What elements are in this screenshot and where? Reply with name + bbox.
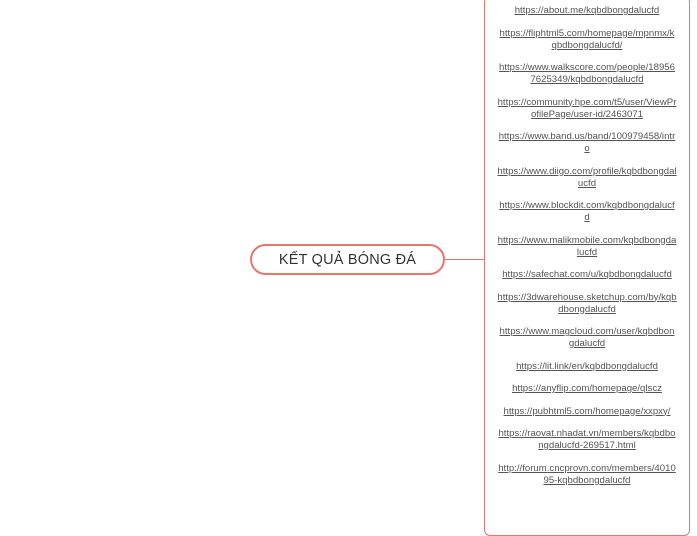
link-item[interactable]: https://www.blockdit.com/kqbdbongdalucfd [499, 200, 675, 223]
link-item[interactable]: https://raovat.nhadat.vn/members/kqbdbongdalucfd-269517.html [498, 428, 676, 451]
link-item[interactable]: https://community.hpe.com/t5/user/ViewProfilePage/user-id/2463071 [497, 96, 677, 120]
link-item[interactable]: http://forum.cncprovn.com/members/401095-kqbdbongdalucfd [498, 462, 676, 486]
link-item[interactable]: https://www.malikmobile.com/kqbdbongdalucfd [497, 234, 677, 258]
links-list [497, 5, 677, 497]
root-topic-label: KẾT QUẢ BÓNG ĐÁ [278, 251, 417, 268]
link-item[interactable]: https://safechat.com/u/kqbdbongdalucfd [502, 269, 672, 280]
root-connector-line [445, 259, 484, 260]
link-item[interactable]: https://3dwarehouse.sketchup.com/by/kqbdbongdalucfd [497, 291, 677, 315]
link-item[interactable]: https://www.magcloud.com/user/kqbdbongdalucfd [499, 326, 675, 349]
link-item[interactable]: https://www.band.us/band/100979458/intro [498, 131, 676, 154]
link-item[interactable]: https://about.me/kqbdbongdalucfd [514, 5, 660, 16]
link-item[interactable]: https://www.walkscore.com/people/189567625349/kqbdbongdalucfd [499, 62, 675, 85]
link-item[interactable]: https://fliphtml5.com/homepage/mpnmx/kqbdbongdalucfd/ [499, 27, 675, 51]
link-item[interactable]: https://www.diigo.com/profile/kqbdbongdalucfd [497, 165, 677, 189]
link-item[interactable]: https://anyflip.com/homepage/qlscz [512, 383, 662, 394]
link-item[interactable]: https://lit.link/en/kqbdbongdalucfd [516, 360, 658, 372]
link-item[interactable]: https://pubhtml5.com/homepage/xxpxy/ [503, 405, 671, 417]
root-topic-node[interactable] [250, 244, 445, 275]
links-topic-node[interactable] [484, 0, 690, 536]
